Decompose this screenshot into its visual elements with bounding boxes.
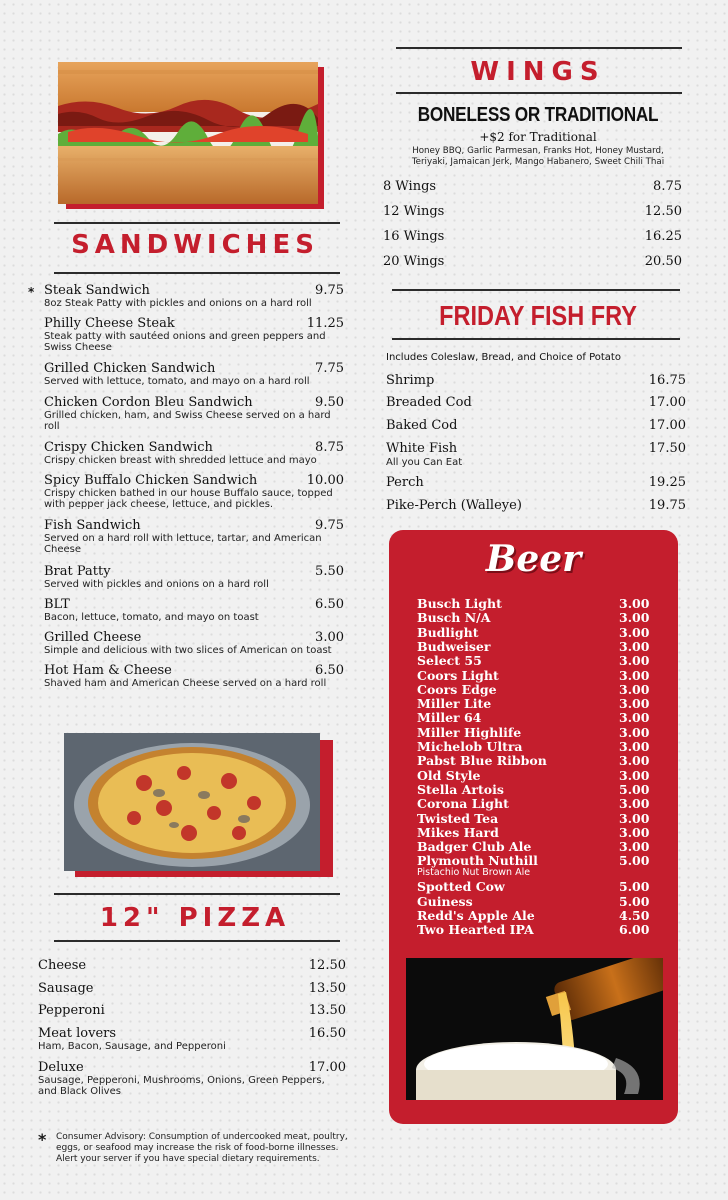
sandwich-item-name: Hot Ham & Cheese [44, 663, 172, 678]
beer-item-price: 3.00 [619, 824, 650, 840]
pizza-item [38, 1026, 346, 1052]
sandwich-photo [58, 62, 318, 204]
sandwich-item-desc: Shaved ham and American Cheese served on a hard roll [44, 678, 327, 689]
beer-item-price: 3.00 [619, 667, 650, 683]
sandwich-item [44, 395, 344, 432]
fish-note: Includes Coleslaw, Bread, and Choice of Potato [386, 352, 621, 363]
fish-item-desc: All you Can Eat [386, 457, 463, 468]
sandwich-item-desc: Served with lettuce, tomato, and mayo on a hard roll [44, 376, 310, 387]
pizza-item-price: 13.50 [308, 1003, 346, 1018]
fish-item-price: 16.75 [648, 373, 686, 388]
wings-rule-bottom [396, 92, 682, 94]
wings-item-name: 16 Wings [383, 229, 445, 244]
beer-item-name: Busch Light [417, 596, 502, 611]
fish-item-name: Shrimp [386, 373, 435, 388]
pizza-item-desc: Ham, Bacon, Sausage, and Pepperoni [38, 1041, 226, 1052]
beer-item-price: 4.50 [619, 907, 650, 923]
pizza-item-price: 17.00 [308, 1060, 346, 1075]
fish-item-price: 19.75 [648, 498, 686, 513]
wings-item-price: 8.75 [653, 179, 682, 194]
beer-item-name: Miller Highlife [417, 724, 522, 740]
advisory-line-2: eggs, or seafood may increase the risk of food-borne illnesses. [56, 1143, 339, 1153]
wings-item-price: 12.50 [644, 204, 682, 219]
beer-item-price: 5.00 [619, 879, 650, 895]
beer-item-name: Twisted Tea [417, 810, 499, 826]
sandwich-item-marker: * [28, 285, 35, 299]
sandwich-item-name: Chicken Cordon Bleu Sandwich [44, 395, 253, 410]
beer-item-price: 5.00 [619, 853, 650, 869]
sandwich-item-name: Brat Patty [44, 564, 111, 579]
wings-item-name: 8 Wings [383, 179, 437, 194]
wings-item-name: 20 Wings [383, 254, 445, 269]
beer-item-price: 3.00 [619, 767, 650, 783]
beer-item-price: 3.00 [619, 710, 650, 726]
sandwich-item [44, 518, 344, 555]
beer-item-name: Corona Light [417, 796, 509, 812]
beer-item-price: 3.00 [619, 739, 650, 754]
advisory-line-3: Alert your server if you have special dietary requirements. [56, 1154, 320, 1164]
sandwich-item-desc: 8oz Steak Patty with pickles and onions on a hard roll [44, 298, 312, 309]
beer-item-price: 3.00 [619, 596, 650, 611]
wings-flavors-2: Teriyaki, Jamaican Jerk, Mango Habanero, Sweet Chili Thai [411, 157, 665, 167]
beer-item-price: 3.00 [619, 696, 650, 712]
beer-item-name: Budweiser [417, 638, 491, 654]
pizza-item-price: 12.50 [308, 958, 346, 973]
sandwich-item-name: Philly Cheese Steak [44, 316, 175, 331]
beer-item-name: Miller Lite [417, 696, 492, 712]
wings-subheading: BONELESS OR TRADITIONAL [417, 104, 659, 126]
fish-item-price: 19.25 [648, 475, 686, 490]
sandwich-item-name: BLT [44, 597, 70, 612]
sandwich-item [44, 597, 344, 623]
pizza-item [38, 1060, 346, 1097]
fish-item-name: Baked Cod [386, 418, 458, 433]
beer-panel [389, 530, 678, 1124]
sandwich-item-price: 11.25 [306, 316, 344, 331]
beer-item-name: Coors Edge [417, 681, 497, 697]
sandwich-item-price: 6.50 [315, 663, 344, 678]
sandwich-item-price: 8.75 [315, 440, 344, 455]
beer-item-name: Coors Light [417, 667, 499, 683]
sandwich-item-name: Steak Sandwich [44, 283, 150, 298]
beer-item-name: Badger Club Ale [417, 839, 532, 855]
beer-item-price: 3.00 [619, 653, 650, 669]
pizza-item-name: Sausage [38, 981, 94, 996]
pizza-item-price: 13.50 [308, 981, 346, 996]
beer-item-price: 5.00 [619, 893, 650, 909]
beer-item-name: Mikes Hard [417, 824, 499, 840]
pizza-item-name: Deluxe [38, 1060, 84, 1075]
pizza-item-name: Pepperoni [38, 1003, 105, 1018]
beer-item-name: Old Style [417, 767, 481, 783]
pizza-item-price: 16.50 [308, 1026, 346, 1041]
sandwich-item-desc: Simple and delicious with two slices of American on toast [44, 645, 332, 656]
beer-item-price: 3.00 [619, 753, 650, 769]
beer-item-price: 5.00 [619, 781, 650, 797]
wings-item-price: 20.50 [644, 254, 682, 269]
wings-rule-top [396, 47, 682, 49]
sandwich-item-price: 3.00 [315, 630, 344, 645]
sandwich-item-name: Grilled Cheese [44, 630, 142, 645]
pizza-item [38, 981, 346, 996]
beer-item-name: Redd's Apple Ale [417, 907, 535, 923]
sandwich-item [44, 564, 344, 590]
beer-item-price: 3.00 [619, 810, 650, 826]
beer-item-name: Budlight [417, 624, 479, 640]
beer-item-price: 3.00 [619, 624, 650, 640]
beer-item-name: Spotted Cow [417, 879, 505, 895]
pizza-photo [64, 733, 320, 871]
sandwich-item-price: 10.00 [306, 473, 344, 488]
pizza-item-name: Meat lovers [38, 1026, 117, 1041]
pizza-item [38, 1003, 346, 1018]
sandwich-item-desc: Served on a hard roll with lettuce, tartar, and American Cheese [44, 533, 322, 555]
pizza-rule-bottom [54, 940, 340, 942]
sandwich-item-price: 9.75 [315, 283, 344, 298]
beer-item-sub: Pistachio Nut Brown Ale [417, 866, 531, 878]
sandwich-item [44, 630, 344, 656]
sandwich-item [44, 316, 344, 353]
fish-item-name: White Fish [386, 441, 458, 456]
beer-item-price: 3.00 [619, 724, 650, 740]
beer-item-name: Miller 64 [417, 710, 482, 726]
sandwich-item-desc: Crispy chicken breast with shredded lettuce and mayo [44, 455, 317, 466]
pizza-item-name: Cheese [38, 958, 87, 973]
pizza-item [38, 958, 346, 973]
sandwiches-heading: SANDWICHES [71, 230, 319, 260]
sandwich-item-name: Fish Sandwich [44, 518, 141, 533]
fish-rule-top [392, 289, 680, 291]
beer-heading: Beer [485, 538, 582, 580]
pizza-rule-top [54, 893, 340, 895]
sandwich-item [44, 473, 344, 510]
fish-rule-bottom [392, 338, 680, 340]
sandwich-item-desc: Grilled chicken, ham, and Swiss Cheese served on a hard roll [44, 410, 331, 432]
sandwich-item-price: 7.75 [315, 361, 344, 376]
sandwiches-rule-bottom [54, 272, 340, 274]
beer-item-price: 3.00 [619, 638, 650, 654]
sandwich-item-name: Crispy Chicken Sandwich [44, 440, 213, 455]
sandwich-item-desc: Bacon, lettuce, tomato, and mayo on toast [44, 612, 259, 623]
beer-item-price: 3.00 [619, 839, 650, 855]
beer-item-name: Michelob Ultra [417, 739, 523, 754]
fish-item-name: Perch [386, 475, 424, 490]
sandwiches-rule-top [54, 222, 340, 224]
sandwich-item-name: Grilled Chicken Sandwich [44, 361, 216, 376]
fish-heading: FRIDAY FISH FRY [439, 300, 637, 331]
beer-item-price: 3.00 [619, 610, 650, 626]
beer-item-name: Pabst Blue Ribbon [417, 753, 547, 769]
sandwich-item [28, 283, 344, 309]
sandwich-item-desc: Served with pickles and onions on a hard roll [44, 579, 269, 590]
beer-item-name: Plymouth Nuthill [417, 853, 538, 869]
sandwich-item [44, 361, 344, 387]
wings-note: +$2 for Traditional [479, 130, 597, 144]
beer-item-name: Busch N/A [417, 610, 491, 626]
beer-item-price: 6.00 [619, 922, 650, 938]
beer-item-name: Select 55 [417, 653, 482, 669]
sandwich-item-price: 6.50 [315, 597, 344, 612]
sandwich-item-desc: Crispy chicken bathed in our house Buffalo sauce, topped with pepper jack cheese, lettuce, and pickles. [44, 488, 333, 510]
sandwich-item-desc: Steak patty with sautéed onions and green peppers and Swiss Cheese [44, 331, 326, 353]
advisory-marker: * [38, 1130, 47, 1149]
wings-heading: WINGS [470, 57, 606, 87]
beer-item-price: 3.00 [619, 796, 650, 812]
sandwich-item-price: 9.75 [315, 518, 344, 533]
sandwich-item-price: 9.50 [315, 395, 344, 410]
fish-item-name: Breaded Cod [386, 395, 472, 410]
wings-item-name: 12 Wings [383, 204, 445, 219]
fish-item-price: 17.00 [648, 418, 686, 433]
fish-item-price: 17.50 [648, 441, 686, 456]
beer-item-name: Two Hearted IPA [417, 922, 534, 938]
sandwich-item-name: Spicy Buffalo Chicken Sandwich [44, 473, 258, 488]
beer-pour-photo [406, 958, 663, 1100]
beer-item-price: 3.00 [619, 681, 650, 697]
fish-item-price: 17.00 [648, 395, 686, 410]
advisory-line-1: Consumer Advisory: Consumption of undercooked meat, poultry, [56, 1132, 348, 1142]
fish-item-name: Pike-Perch (Walleye) [386, 498, 522, 513]
sandwich-item [44, 663, 344, 689]
sandwich-item-price: 5.50 [315, 564, 344, 579]
wings-item-price: 16.25 [644, 229, 682, 244]
beer-item-name: Guiness [417, 893, 473, 909]
sandwich-item [44, 440, 344, 466]
pizza-item-desc: Sausage, Pepperoni, Mushrooms, Onions, Green Peppers, and Black Olives [38, 1075, 325, 1097]
wings-flavors-1: Honey BBQ, Garlic Parmesan, Franks Hot, Honey Mustard, [412, 146, 664, 156]
beer-item-name: Stella Artois [417, 781, 504, 797]
pizza-heading: 12" PIZZA [99, 903, 291, 933]
advisory-text [56, 1132, 386, 1165]
